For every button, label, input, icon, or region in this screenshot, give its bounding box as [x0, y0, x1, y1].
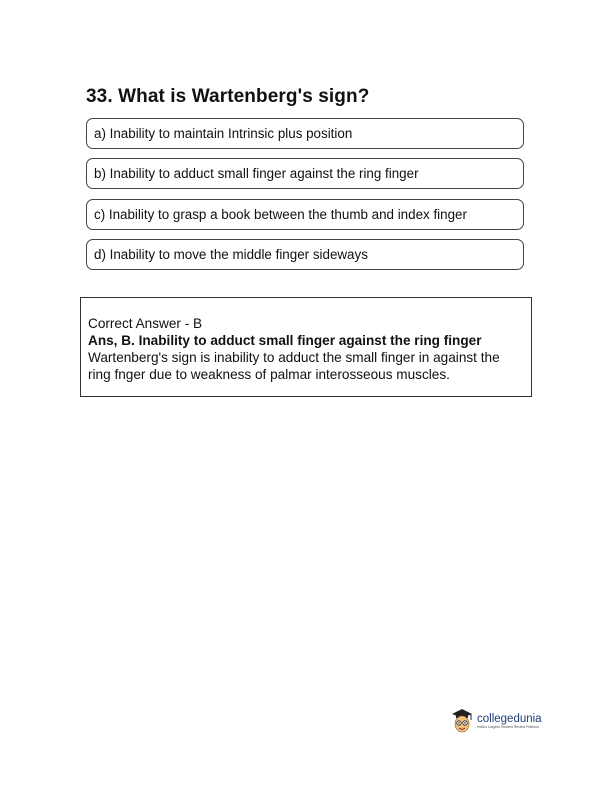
option-b-label: b) Inability to adduct small finger against the ring finger — [94, 166, 419, 181]
option-c[interactable] — [86, 199, 524, 230]
answer-explanation: Wartenberg's sign is inability to adduct the small finger in against the ring fnger due to weakness of palmar interosseous muscles. — [88, 350, 500, 382]
option-a[interactable] — [86, 118, 524, 149]
logo-tagline: India's Largest Student Review Platform — [477, 724, 540, 729]
option-a-label: a) Inability to maintain Intrinsic plus position — [94, 126, 353, 141]
option-c-label: c) Inability to grasp a book between the thumb and index finger — [94, 207, 467, 222]
collegedunia-logo — [450, 704, 550, 738]
answer-box — [80, 297, 532, 397]
answer-heading: Ans, B. Inability to adduct small finger against the ring finger — [88, 333, 482, 348]
question-title: 33. What is Wartenberg's sign? — [86, 86, 370, 107]
logo-name: collegedunia — [477, 712, 542, 725]
correct-answer: Correct Answer - B — [88, 316, 203, 331]
option-d[interactable] — [86, 239, 524, 270]
option-b[interactable] — [86, 158, 524, 189]
option-d-label: d) Inability to move the middle finger sideways — [94, 247, 368, 262]
graduate-mascot-icon — [450, 706, 474, 736]
